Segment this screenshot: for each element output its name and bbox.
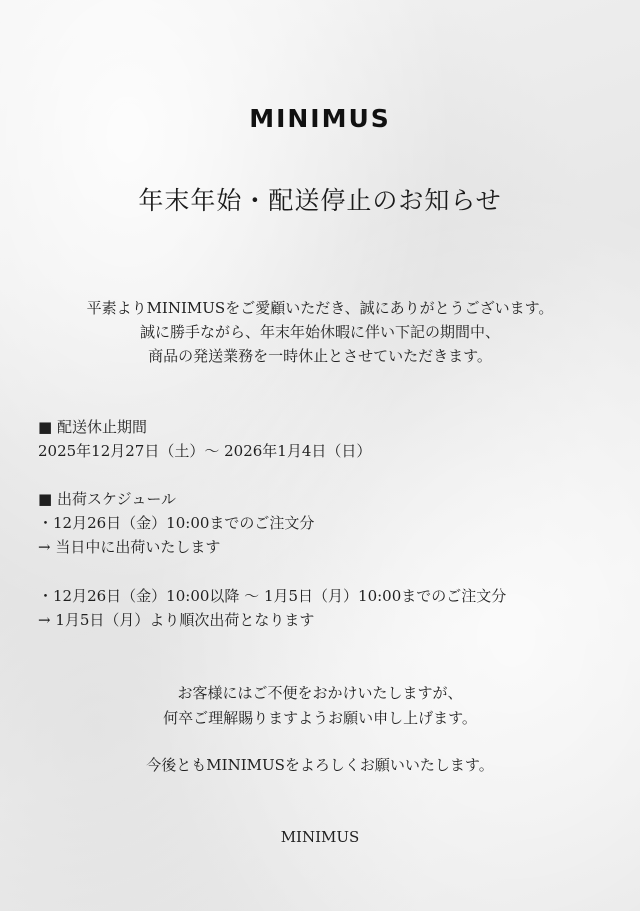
shipping-schedule-item [38,584,506,632]
schedule-result: → 1月5日（月）より順次出荷となります [38,611,315,629]
closing-line: 何卒ご理解賜りますようお願い申し上げます。 [163,709,477,727]
intro-line: 誠に勝手ながら、年末年始休暇に伴い下記の期間中、 [139,323,500,341]
schedule-result: → 当日中に出荷いたします [38,538,221,556]
schedule-condition: ・12月26日（金）10:00以降 〜 1月5日（月）10:00までのご注文分 [38,587,507,605]
intro-line: 商品の発送業務を一時休止とさせていただきます。 [148,347,492,365]
closing-regards: 今後ともMINIMUSをよろしくお願いいたします。 [146,756,494,774]
brand-logo: MINIMUS [249,104,391,133]
closing-paragraph [0,681,640,731]
closing-line: お客様にはご不便をおかけいたしますが、 [177,684,463,702]
schedule-heading: ■ 出荷スケジュール [38,490,177,508]
shipping-schedule-section [38,487,314,559]
suspension-heading: ■ 配送休止期間 [38,418,147,436]
intro-paragraph [0,296,640,368]
signature: MINIMUS [280,828,360,846]
suspension-period-section [38,415,371,463]
notice-title: 年末年始・配送停止のお知らせ [138,186,502,215]
schedule-condition: ・12月26日（金）10:00までのご注文分 [38,514,315,532]
suspension-period: 2025年12月27日（土）〜 2026年1月4日（日） [38,442,372,460]
intro-line: 平素よりMINIMUSをご愛顧いただき、誠にありがとうございます。 [86,299,554,317]
